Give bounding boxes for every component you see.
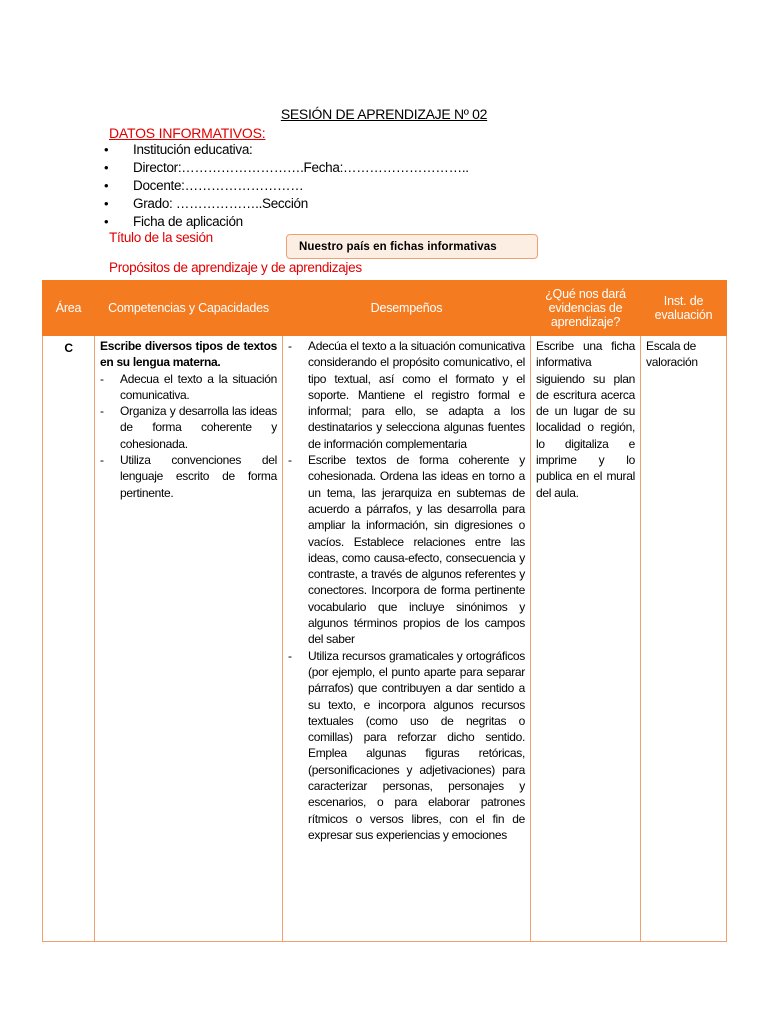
header-area: Área [43, 281, 95, 336]
list-item [288, 338, 525, 452]
datos-item [104, 159, 469, 177]
desempenos-cell [283, 336, 531, 942]
datos-item [104, 141, 469, 159]
header-evaluacion: Inst. de evaluación [641, 281, 727, 336]
datos-header: DATOS INFORMATIVOS: [109, 125, 266, 141]
header-evidencias: ¿Qué nos dará evidencias de aprendizaje? [531, 281, 641, 336]
area-cell: C [43, 336, 95, 942]
dash-icon: - [100, 404, 104, 419]
bullet-icon: • [104, 214, 109, 229]
list-item [288, 452, 525, 648]
propositos-heading: Propósitos de aprendizaje y de aprendizajes [109, 260, 362, 275]
table-row [43, 336, 727, 942]
desempenos-list [288, 338, 525, 843]
list-item [288, 648, 525, 844]
datos-item [104, 213, 469, 231]
competencias-cell [95, 336, 283, 942]
list-item [100, 452, 277, 501]
session-title-label: Título de la sesión [109, 230, 213, 245]
header-competencias: Competencias y Capacidades [95, 281, 283, 336]
bullet-icon: • [104, 196, 109, 211]
datos-item-text: Director:……………………….Fecha:……………………….. [133, 160, 469, 175]
capacidad-text: Organiza y desarrolla las ideas de forma coherente y cohesionada. [120, 404, 277, 451]
bullet-icon: • [104, 178, 109, 193]
competencia-title: Escribe diversos tipos de textos en su lengua materna. [100, 339, 277, 370]
datos-list [104, 141, 469, 231]
datos-item [104, 177, 469, 195]
header-desempenos: Desempeños [283, 281, 531, 336]
evidencias-cell: Escribe una ficha informativa siguiendo su plan de escritura acerca de un lugar de su localidad o región, lo digitaliza e imprime y lo publica en el mural del aula. [531, 336, 641, 942]
page-title: SESIÓN DE APRENDIZAJE Nº 02 [280, 106, 488, 122]
list-item [100, 371, 277, 404]
capacidad-text: Utiliza convenciones del lenguaje escrito de forma pertinente. [120, 453, 277, 500]
datos-item-text: Docente:……………………… [133, 178, 304, 193]
datos-item-text: Institución educativa: [133, 142, 253, 157]
capacidad-text: Adecua el texto a la situación comunicativa. [120, 371, 277, 402]
dash-icon: - [288, 648, 292, 663]
datos-item-text: Grado: ………………..Sección [133, 196, 308, 211]
dash-icon: - [100, 371, 104, 386]
list-item [100, 403, 277, 452]
datos-item [104, 195, 469, 213]
learning-table [42, 280, 727, 942]
dash-icon: - [100, 453, 104, 468]
dash-icon: - [288, 453, 292, 468]
session-name-box: Nuestro país en fichas informativas [286, 234, 538, 259]
desempeno-text: Utiliza recursos gramaticales y ortográficos (por ejemplo, el punto aparte para separar párrafos) que contribuyen a dar sentido a su texto, e incorpora algunos recursos textuales (como uso de negritas o comillas) para reforzar dicho sentido. Emplea algunas figuras retóricas, (personificaciones y adjetivaciones) para caracterizar personas, personajes y escenarios, o para elaborar patrones rítmicos o versos libres, con el fin de expresar sus experiencias y emociones [308, 648, 525, 842]
evaluacion-cell: Escala de valoración [641, 336, 727, 942]
dash-icon: - [288, 339, 292, 353]
desempeno-text: Adecúa el texto a la situación comunicativa considerando el propósito comunicativo, el tipo textual, así como el formato y el soporte. Mantiene el registro formal e informal; para ello, se adapta a los destinatarios y selecciona algunas fuentes de información complementaria [308, 339, 525, 451]
datos-item-text: Ficha de aplicación [133, 214, 243, 229]
bullet-icon: • [104, 160, 109, 175]
bullet-icon: • [104, 142, 109, 157]
capacidades-list [100, 371, 277, 501]
table-header-row [43, 281, 727, 336]
desempeno-text: Escribe textos de forma coherente y cohesionada. Ordena las ideas en torno a un tema, las jerarquiza en subtemas de acuerdo a párrafos, y las desarrolla para ampliar la información, sin digresiones o vacíos. Establece relaciones entre las ideas, como causa-efecto, consecuencia y contraste, a través de algunos referentes y conectores. Incorpora de forma pertinente vocabulario que incluye sinónimos y algunos términos propios de los campos del saber [308, 453, 525, 647]
